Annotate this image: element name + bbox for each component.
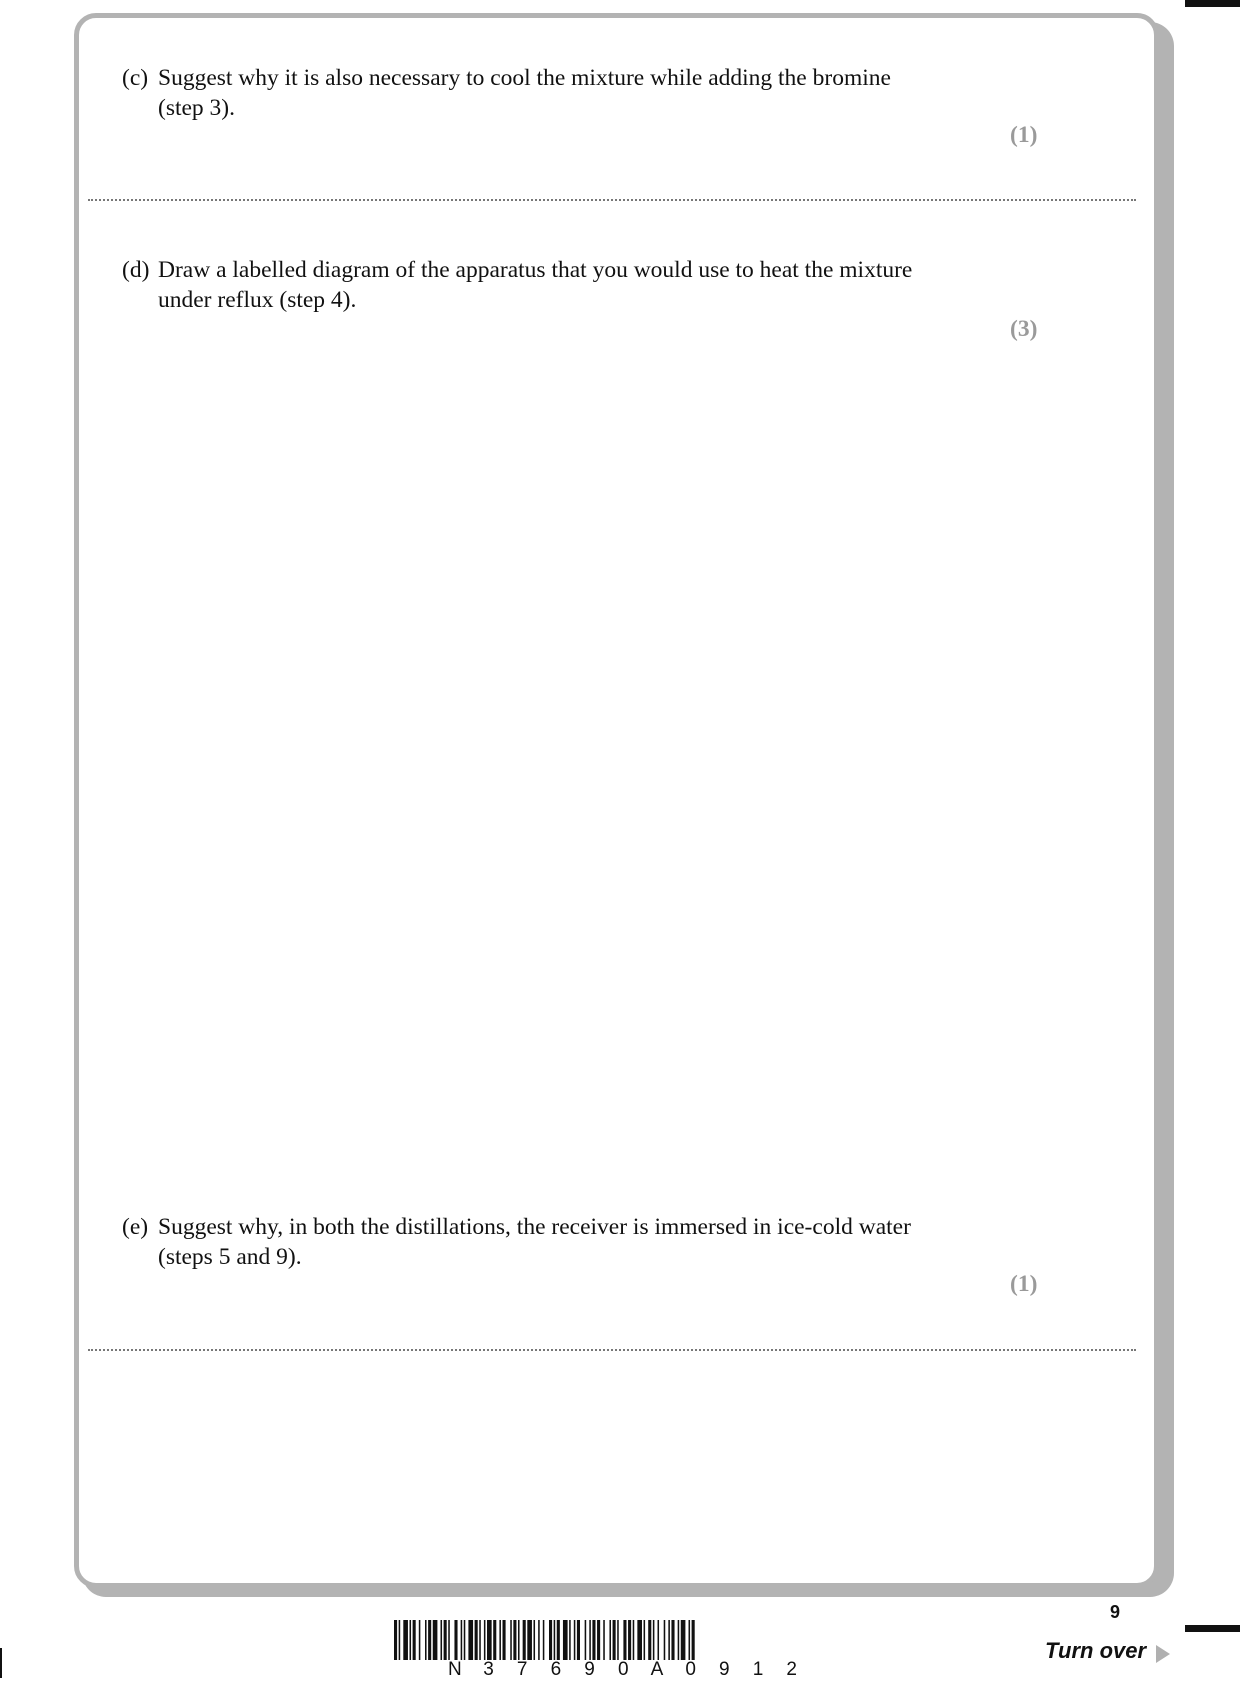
- question-c-marks: (1): [1010, 122, 1038, 148]
- question-e-marks: (1): [1010, 1271, 1038, 1297]
- barcode-bar: [394, 1620, 397, 1660]
- barcode-char: N: [447, 1659, 462, 1680]
- barcode-bar: [441, 1620, 443, 1660]
- barcode-bar: [617, 1620, 619, 1660]
- barcode-bar: [510, 1620, 512, 1660]
- barcode-bar: [678, 1620, 680, 1660]
- barcode-bar: [597, 1620, 600, 1660]
- barcode-bar: [487, 1620, 492, 1660]
- diagram-drawing-area[interactable]: [88, 350, 1136, 1190]
- page-number: 9: [1110, 1602, 1121, 1622]
- barcode-char: 7: [516, 1659, 528, 1680]
- question-e: [122, 1212, 911, 1272]
- barcode-char: 9: [584, 1659, 595, 1680]
- barcode-number: [438, 1659, 809, 1681]
- barcode-bar: [518, 1620, 520, 1660]
- barcode-bar: [543, 1620, 545, 1660]
- barcode-bar: [589, 1620, 591, 1660]
- barcode-bar: [444, 1620, 447, 1660]
- question-e-text-line2: (steps 5 and 9).: [158, 1244, 302, 1270]
- barcode-bar: [479, 1620, 481, 1660]
- barcode-bar: [433, 1620, 438, 1660]
- barcode-bar: [399, 1620, 401, 1660]
- barcode-bar: [603, 1620, 605, 1660]
- barcode-char: 3: [483, 1659, 494, 1680]
- barcode-bar: [574, 1620, 576, 1660]
- barcode-bar: [653, 1620, 655, 1660]
- barcode-char: 6: [550, 1659, 562, 1680]
- question-c-text-line2: (step 3).: [158, 95, 236, 121]
- turn-over-label: Turn over: [1045, 1638, 1147, 1663]
- barcode-bar: [628, 1620, 631, 1660]
- question-d-text-line1: Draw a labelled diagram of the apparatus that you would use to heat the mixture: [158, 257, 913, 283]
- question-d-text-line2: under reflux (step 4).: [158, 287, 357, 313]
- barcode-char: 9: [719, 1659, 730, 1680]
- barcode-bar: [513, 1620, 516, 1660]
- barcode-bar: [454, 1620, 457, 1660]
- barcode-bar: [644, 1620, 646, 1660]
- barcode-bar: [557, 1620, 560, 1660]
- barcode-bar: [475, 1620, 478, 1660]
- barcode-bar: [425, 1620, 427, 1660]
- barcode-bar: [585, 1620, 587, 1660]
- barcode-char: A: [650, 1659, 664, 1680]
- question-c: [122, 63, 891, 123]
- question-c-label: (c): [122, 65, 149, 91]
- barcode-bar: [503, 1620, 506, 1660]
- barcode-bar: [689, 1620, 691, 1660]
- barcode-bar: [658, 1620, 660, 1660]
- barcode-bar: [671, 1620, 674, 1660]
- barcode-bar: [592, 1620, 595, 1660]
- barcode-bar: [569, 1620, 571, 1660]
- barcode-bar: [633, 1620, 635, 1660]
- barcode-bar: [664, 1620, 666, 1660]
- barcode-bar: [461, 1620, 463, 1660]
- barcode-bar: [623, 1620, 626, 1660]
- barcode-bar: [577, 1620, 580, 1660]
- barcode-bar: [648, 1620, 651, 1660]
- barcode-char: 0: [617, 1659, 629, 1680]
- barcode-bar: [549, 1620, 552, 1660]
- barcode-bar: [692, 1620, 695, 1660]
- question-d-marks: (3): [1010, 316, 1038, 342]
- barcode-bar: [681, 1620, 686, 1660]
- barcode-bar: [554, 1620, 556, 1660]
- barcode-char: 2: [786, 1659, 797, 1680]
- answer-line-e[interactable]: [88, 1349, 1136, 1351]
- corner-mark-left: [0, 1648, 2, 1678]
- barcode-char: 1: [752, 1659, 764, 1680]
- corner-mark-bottom: [1185, 1625, 1240, 1632]
- barcode-bar: [468, 1620, 473, 1660]
- barcode-bar: [403, 1620, 408, 1660]
- question-c-text-line1: Suggest why it is also necessary to cool the mixture while adding the bromine: [158, 65, 891, 91]
- barcode-bar: [523, 1620, 526, 1660]
- barcode-bar: [563, 1620, 568, 1660]
- corner-mark-top: [1185, 0, 1240, 7]
- barcode-bar: [637, 1620, 642, 1660]
- barcode-bar: [609, 1620, 611, 1660]
- barcode-bar: [428, 1620, 431, 1660]
- barcode-bar: [484, 1620, 486, 1660]
- barcode-bar: [668, 1620, 670, 1660]
- barcode: [394, 1620, 844, 1660]
- question-d-label: (d): [122, 257, 150, 283]
- barcode-char: 0: [685, 1659, 696, 1680]
- barcode-bar: [410, 1620, 412, 1660]
- question-e-text-line1: Suggest why, in both the distillations, the receiver is immersed in ice-cold water: [158, 1214, 911, 1240]
- barcode-bar: [419, 1620, 421, 1660]
- barcode-bar: [538, 1620, 540, 1660]
- barcode-bar: [534, 1620, 536, 1660]
- barcode-bar: [413, 1620, 416, 1660]
- barcode-bar: [464, 1620, 466, 1660]
- barcode-bar: [499, 1620, 501, 1660]
- turn-over-arrow-icon: [1156, 1645, 1170, 1663]
- barcode-bar: [613, 1620, 616, 1660]
- answer-line-c[interactable]: [88, 199, 1136, 201]
- barcode-bar: [448, 1620, 450, 1660]
- barcode-bar: [493, 1620, 496, 1660]
- question-d: [122, 255, 912, 315]
- question-e-label: (e): [122, 1214, 149, 1240]
- barcode-bar: [527, 1620, 532, 1660]
